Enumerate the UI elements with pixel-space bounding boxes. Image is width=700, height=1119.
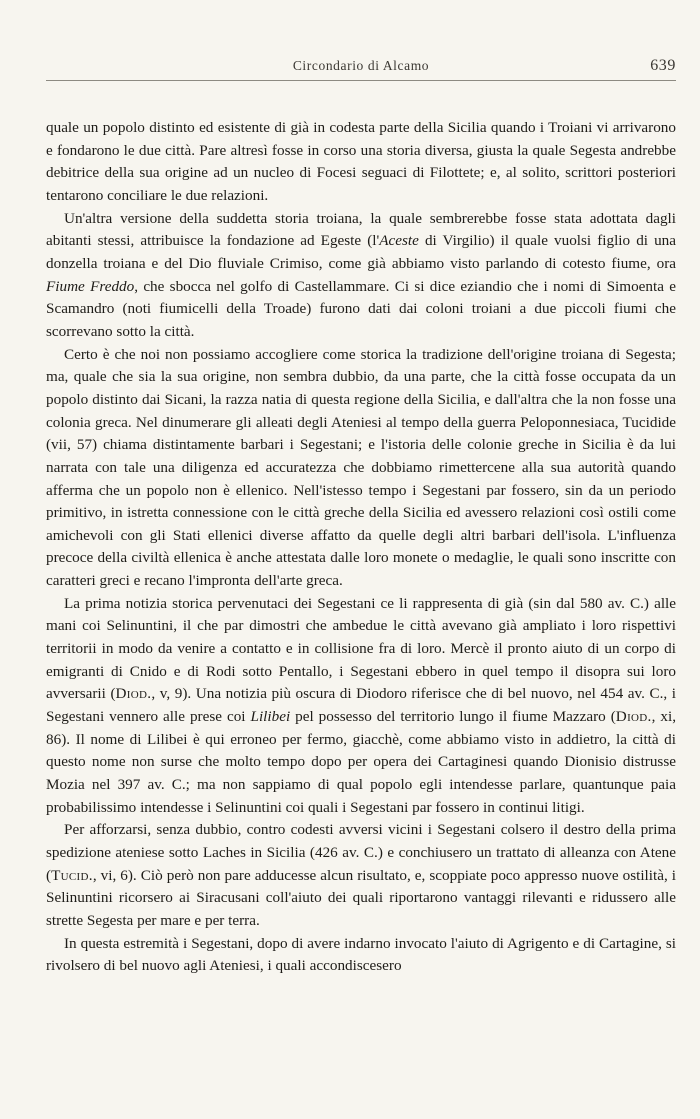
running-header [46,58,676,78]
text-run: , xi, 86). Il nome di Lilibei è qui erroneo per fermo, giacchè, come abbiamo visto in addietro, la città di questo nome non surse che molto tempo dopo per opera dei Cartaginesi quando Dionisio distrusse Mozia nel 397 av. C.; ma non sappiamo di qual popolo egli intendesse parlare, quantunque paia probabilissimo intendesse i Selinuntini coi quali i Segestani par fossero in continui litigi. [46,708,677,816]
paragraph [46,344,676,593]
text-run: Un'altra versione della suddetta storia troiana, la quale sembrerebbe fosse stata adottata dagli abitanti stessi, attribuisce la fondazione ad Egeste (l' [46,209,676,250]
italic-term: Fiume Freddo [46,277,135,295]
citation-abbrev: Diod. [115,685,152,703]
text-run: In questa estremità i Segestani, dopo di avere indarno invocato l'aiuto di Agrigento e di Cartagine, si rivolsero di bel nuovo agli Ateniesi, i quali accondiscesero [46,934,676,975]
text-run: Certo è che noi non possiamo accogliere come storica la tradizione dell'origine troiana di Segesta; ma, quale che sia la sua origine, non sembra dubbio, da una parte, che la città fosse occupata da un popolo distinto dai Sicani, la razza natia di questa regione della Sicilia, e dall'altra che la non fosse una colonia greca. Nel dinumerare gli alleati degli Ateniesi al tempo della guerra Peloponnesiaca, Tucidide (vii, 57) chiama distintamente barbari i Segestani; e l'istoria delle colonie greche in Sicilia è da lui narrata con tale una diligenza ed accuratezza che dobbiamo rimettercene alla sua autorità quando afferma che un popolo non è ellenico. Nell'istesso tempo i Segestani par fossero, sin da un periodo primitivo, in istretta connessione con le città greche della Sicilia ed avessero relazioni così ostili come amichevoli con gli Stati ellenici diverse affatto da quelle degli altri barbari dell'isola. L'influenza precoce della civiltà ellenica è anche attestata dalle loro monete o medaglie, le quali sono inscritte con caratteri greci e recano l'impronta dell'arte greca. [46,345,676,590]
paragraph [46,933,676,978]
body-text [46,117,676,978]
paragraph [46,593,676,820]
italic-term: Aceste [379,232,419,250]
page-number: 639 [650,57,676,74]
text-run: pel possesso del territorio lungo il fiume Mazzaro ( [290,708,616,726]
running-title: Circondario di Alcamo [292,58,430,73]
text-run: , v, 9). Una notizia più oscura di Diodoro riferisce che di bel nuovo, nel 454 av. C., i Segestani vennero alle prese coi [46,685,677,726]
paragraph [46,208,676,344]
text-run: La prima notizia storica pervenutaci dei Segestani ce li rappresenta di già (sin dal 580 av. C.) alle mani coi Selinuntini, il che par dimostri che ambedue le città avevano già ampliato i loro rispettivi territorii in modo da venire a contatto e in collisione fra di loro. Mercè il pronto aiuto di un corpo di emigranti di Cnido e di Rodi sotto Pentallo, i Segestani ebbero in quel tempo il disopra sui loro avversarii ( [46,594,676,703]
paragraph [46,819,676,932]
text-run: , vi, 6). Ciò però non pare adducesse alcun risultato, e, scoppiate poco appresso nuove ostilità, i Selinuntini ricorsero ai Siracusani coll'aiuto dei quali riportarono vantaggi rilevanti e ridussero alle strette Segesta per mare e per terra. [46,866,676,929]
citation-abbrev: Tucid. [51,866,93,884]
text-run: Per afforzarsi, senza dubbio, contro codesti avversi vicini i Segestani colsero il destro della prima spedizione ateniese sotto Laches in Sicilia (426 av. C.) e conchiusero un trattato di alleanza con Atene ( [46,821,676,884]
italic-term: Lilibei [250,708,291,726]
citation-abbrev: Diod. [615,708,652,726]
text-run: quale un popolo distinto ed esistente di già in codesta parte della Sicilia quando i Troiani vi arrivarono e fondarono le due città. Pare altresì fosse in corso una storia diversa, giusta la quale Segesta andrebbe debitrice della sua origine ad un nucleo di Focesi seguaci di Filottete; e, al solito, scrittori posteriori tentarono conciliare le due relazioni. [46,119,676,204]
paragraph [46,117,676,208]
header-rule [46,80,676,81]
text-run: , che sbocca nel golfo di Castellammare. Ci si dice eziandio che i nomi di Simoenta e Scamandro (noti fiumicelli della Troade) furono dati dai coloni troiani a due piccoli fiumi che scorrevano sotto la città. [46,277,676,340]
text-run: di Virgilio) il quale vuolsi figlio di una donzella troiana e del Dio fluviale Crimiso, come già abbiamo visto parlando di cotesto fiume, ora [46,232,676,272]
